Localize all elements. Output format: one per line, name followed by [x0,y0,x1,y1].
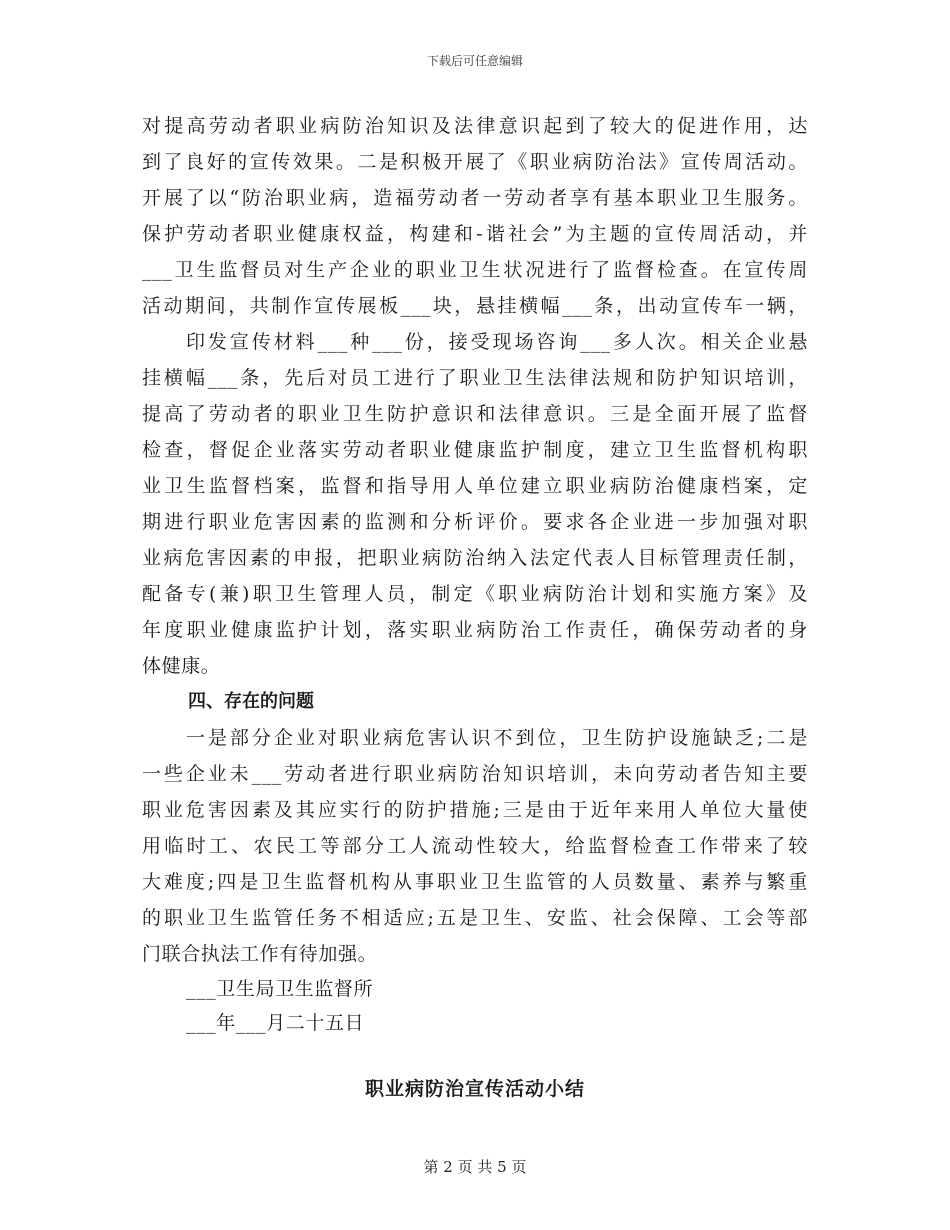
text-line: 体健康。 [142,655,221,677]
text-line: 一是部分企业对职业病危害认识不到位，卫生防护设施缺乏;二是 [186,727,808,749]
text-line: 开展了以“防治职业病，造福劳动者一劳动者享有基本职业卫生服务。 [142,187,808,209]
text-line: 业卫生监督档案，监督和指导用人单位建立职业病防治健康档案，定 [142,475,808,497]
text-line: 期进行职业危害因素的监测和分析评价。要求各企业进一步加强对职 [142,511,808,533]
text-line: 配备专(兼)职卫生管理人员，制定《职业病防治计划和实施方案》及 [142,583,808,605]
text-line: 挂横幅___条，先后对员工进行了职业卫生法律法规和防护知识培训， [142,367,808,389]
paragraph-problems [142,720,808,972]
text-line: 用临时工、农民工等部分工人流动性较大，给监督检查工作带来了较 [142,835,808,857]
text-line: 门联合执法工作有待加强。 [142,943,378,965]
text-line: 印发宣传材料___种___份，接受现场咨询___多人次。相关企业悬 [186,331,808,353]
page-header-note: 下载后可任意编辑 [426,54,523,68]
text-line: 职业危害因素及其应实行的防护措施;三是由于近年来用人单位大量使 [142,799,808,821]
text-line: 的职业卫生监管任务不相适应;五是卫生、安监、社会保障、工会等部 [142,907,808,929]
signature-date: ___年___月二十五日 [186,1012,365,1034]
text-line: 活动期间，共制作宣传展板___块，悬挂横幅___条，出动宣传车一辆， [142,295,808,317]
text-line: 一些企业未___劳动者进行职业病防治知识培训，未向劳动者告知主要 [142,763,808,785]
text-line: 检查，督促企业落实劳动者职业健康监护制度，建立卫生监督机构职 [142,439,808,461]
document-body [142,108,808,1040]
paragraph-continuation [142,108,808,324]
text-line: 对提高劳动者职业病防治知识及法律意识起到了较大的促进作用，达 [142,115,808,137]
signature-org: ___卫生局卫生监督所 [186,978,374,1000]
page-number: 第 2 页 共 5 页 [423,1158,527,1176]
text-line: 提高了劳动者的职业卫生防护意识和法律意识。三是全面开展了监督 [142,403,808,425]
section-heading: 四、存在的问题 [188,691,314,712]
text-line: 年度职业健康监护计划，落实职业病防治工作责任，确保劳动者的身 [142,619,808,641]
text-line: 到了良好的宣传效果。二是积极开展了《职业病防治法》宣传周活动。 [142,151,808,173]
text-line: 大难度;四是卫生监督机构从事职业卫生监管的人员数量、素养与繁重 [142,871,808,893]
text-line: ___卫生监督员对生产企业的职业卫生状况进行了监督检查。在宣传周 [142,259,808,281]
next-document-title: 职业病防治宣传活动小结 [364,1078,585,1100]
text-line: 业病危害因素的申报，把职业病防治纳入法定代表人目标管理责任制， [142,547,808,569]
text-line: 保护劳动者职业健康权益，构建和-谐社会”为主题的宣传周活动，并 [142,223,808,245]
paragraph-publicity [142,324,808,684]
